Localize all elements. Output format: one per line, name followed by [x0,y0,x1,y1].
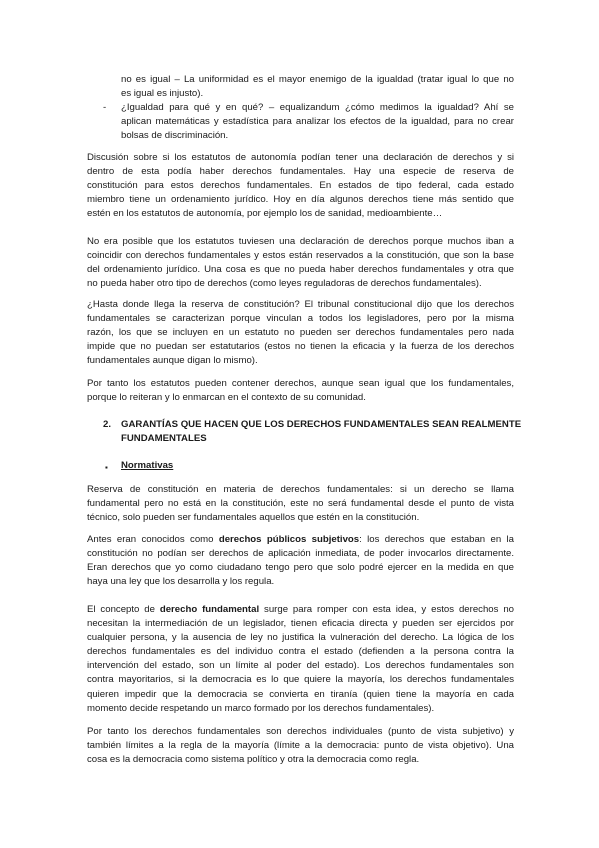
text-line: ¿Hasta donde llega la reserva de constitución? El tribunal constitucional dijo que los derechos [87,299,514,310]
text-line: constitución no podían ser derechos de aplicación inmediata, de poder invocarlos directamente. [87,548,514,560]
text-line: bolsas de discriminación. [121,130,229,142]
text-line: dentro de esta podía haber derechos fundamentales. Hay una especie de reserva de [87,166,514,178]
text-segment: El concepto de [87,604,160,615]
text-line: porque lo reiteran y lo enmarcan en el contexto de su comunidad. [87,392,366,404]
text-line: Eran derechos que yo como ciudadano tengo pero que solo podré ejercer en la medida en que [87,562,514,574]
text-line: también límites a la regla de la mayoría (límite a la democracia: punto de vista objetivo). Una [87,740,514,752]
paragraph-statutes-rights [87,377,514,405]
text-line: derechos fundamentales es del individuo contra el estado (defienden a la persona contra la [87,646,514,658]
section-number: 2. [103,419,112,430]
paragraph-constitutional-reserve [87,298,514,368]
text-line: coincidir con derechos fundamentales y estos están reservados a la constitución, que son la base [87,250,514,262]
text-line: estén en los estatutos de autonomía, por ejemplo los de sanidad, medioambiente… [87,208,443,220]
dash-marker: - [103,102,107,113]
text-line: Reserva de constitución en materia de derechos fundamentales: si un derecho se llama [87,484,514,495]
paragraph-statutes-discussion [87,151,514,221]
text-line: miembro tiene un ordenamiento jurídico. Hoy en día algunos derechos tiene más sentido que [87,194,514,206]
text-line: fundamental pero no está en la constitución, este no será fundamental desde el punto de vista [87,498,514,510]
text-line: no es igual – La uniformidad es el mayor enemigo de la igualdad (tratar igual lo que no [121,74,514,85]
text-line [87,533,514,547]
bullet-continuation [121,73,514,101]
bold-term: derechos públicos subjetivos [218,534,360,545]
paragraph-conclusion [87,725,514,767]
text-segment: : los derechos que estaban en la [359,534,514,545]
text-line: cosa es la democracia como sistema político y otra la democracia como regla. [87,754,420,766]
text-line: Por tanto los estatutos pueden contener derechos, aunque sean igual que los fundamentales, [87,378,514,389]
text-line: es igual es injusto). [121,88,204,100]
text-segment: surge para romper con esta idea, y estos derechos no [259,604,515,615]
text-line: quieren impedir que la democracia se convierta en tiranía (quien tiene la mayoría en cada [87,688,514,700]
paragraph-public-subjective-rights [87,533,514,589]
heading-line: FUNDAMENTALES [121,433,207,445]
text-line: intervención del estado, son un límite al poder del estado). Los derechos fundamentales son [87,660,514,672]
heading-line: GARANTÍAS QUE HACEN QUE LOS DERECHOS FUNDAMENTALES SEAN REALMENTE [121,419,522,430]
square-bullet-icon: ▪ [105,463,108,472]
text-segment: Antes eran conocidos como [87,534,219,545]
subheading-normativas: Normativas [121,460,174,471]
text-line: No era posible que los estatutos tuviesen una declaración de derechos porque muchos iban a [87,236,514,247]
text-line: razón, los que se incluyen en un estatuto no pueden ser derechos fundamentales pero nada [87,327,514,339]
text-line: fundamentales se caracterizan porque vinculan a todos los legisladores, pero por la misma [87,313,514,325]
text-line: impide que no puedan ser estatutarios (estos no tienen la eficacia y la fuerza de los derechos [87,341,514,353]
text-line: ¿Igualdad para qué y en qué? – equalizandum ¿cómo medimos la igualdad? Ahí se [121,102,514,113]
text-line: técnico, solo pueden ser fundamentales aquellos que estén en la constitución. [87,512,420,524]
text-line: momento decide respetando un marco formado por los derechos fundamentales). [87,702,435,714]
text-line: constitución para estos derechos fundamentales. En estados de tipo federal, cada estado [87,180,514,192]
text-line: Discusión sobre si los estatutos de autonomía podían tener una declaración de derechos y si [87,152,514,163]
text-line: contra mayoritarios, si la democracia es lo que quiere la mayoría, los derechos fundamentales [87,674,514,686]
text-line: aplican matemáticas y estadística para analizar los efectos de la igualdad, para no crear [121,116,514,128]
section-heading [121,418,522,446]
text-line: del ordenamiento jurídico. Una cosa es que no pueda haber derechos fundamentales y otra que [87,264,514,276]
dash-item [121,101,514,143]
paragraph-reserve-definition [87,483,514,525]
paragraph-not-possible [87,235,514,291]
text-line: haya una ley que los desarrolla y los regula. [87,576,275,588]
text-line [87,603,514,617]
text-line: Por tanto los derechos fundamentales son derechos individuales (punto de vista subjetivo) y [87,726,514,737]
text-line: necesitan la intermediación de un legislador, tienen eficacia directa y pueden ser ejercidos por [87,618,514,630]
text-line: fundamentales aunque digan lo mismo). [87,355,258,367]
bold-term: derecho fundamental [159,604,260,615]
text-line: no pueda haber otro tipo de derechos (como leyes reguladoras de derechos fundamentales). [87,278,482,290]
paragraph-fundamental-right-concept [87,603,514,716]
text-line: cualquier persona, y la ausencia de ley no justifica la vulneración del derecho. La lógica de los [87,632,514,644]
